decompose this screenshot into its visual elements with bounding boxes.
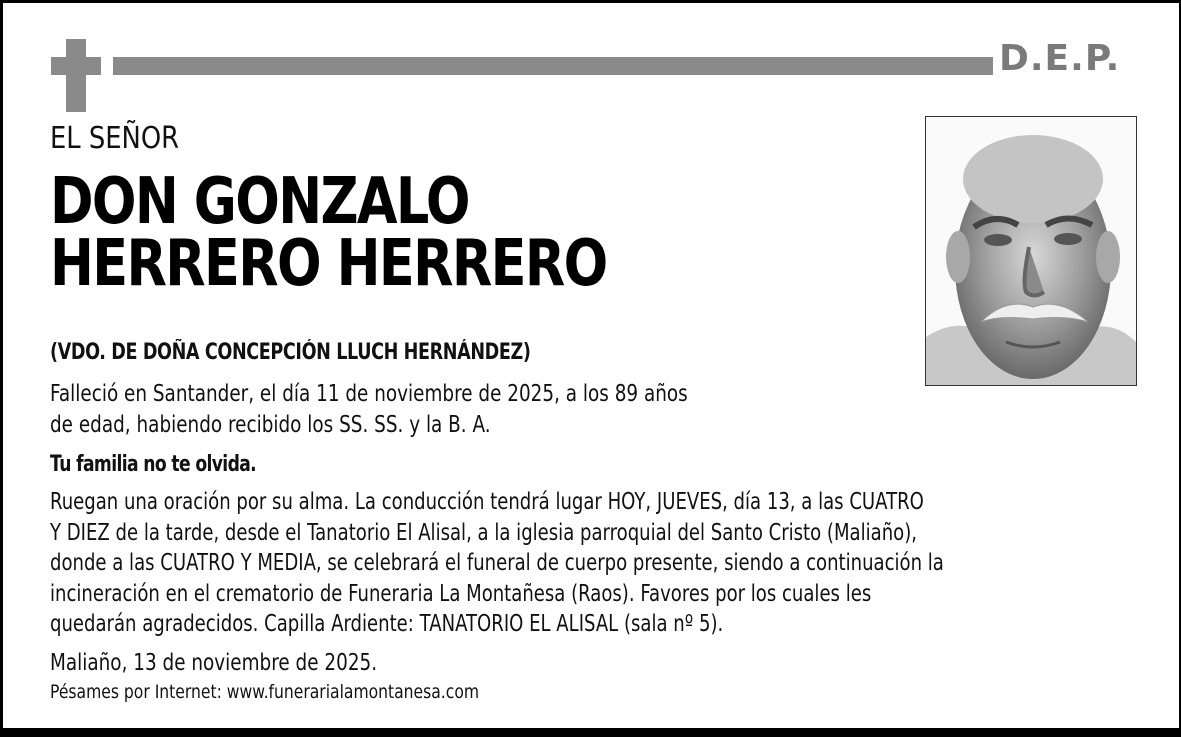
- place-date: Maliaño, 13 de noviembre de 2025.: [50, 650, 378, 676]
- title-prefix: EL SEÑOR: [50, 121, 180, 156]
- portrait-photo: [925, 116, 1137, 386]
- condolences-link: Pésames por Internet: www.funerarialamontanesa.com: [50, 681, 480, 703]
- body-line: incineración en el crematorio de Funeraria La Montañesa (Raos). Favores por los cuales les: [50, 580, 872, 607]
- cross-icon: [66, 39, 86, 112]
- dep-label: D.E.P.: [999, 38, 1121, 79]
- body-line: Ruegan una oración por su alma. La conducción tendrá lugar HOY, JUEVES, día 13, a las CUATRO: [50, 489, 924, 515]
- death-line: Falleció en Santander, el día 11 de noviembre de 2025, a los 89 años: [50, 381, 688, 407]
- ceremony-details: [50, 487, 944, 640]
- body-line: Y DIEZ de la tarde, desde el Tanatorio El Alisal, a la iglesia parroquial del Santo Cristo (Maliaño),: [50, 519, 917, 546]
- body-line: quedarán agradecidos. Capilla Ardiente: TANATORIO EL ALISAL (sala nº 5).: [50, 611, 724, 637]
- portrait-image: [926, 117, 1136, 385]
- header-rule: [113, 57, 993, 75]
- cross-icon-arm: [51, 57, 101, 75]
- widower-of: (VDO. DE DOÑA CONCEPCIÓN LLUCH HERNÁNDEZ): [50, 340, 531, 365]
- name-line-2: HERRERO HERRERO: [50, 227, 607, 301]
- death-details: [50, 379, 688, 441]
- death-line: de edad, habiendo recibido los SS. SS. y la B. A.: [50, 412, 491, 438]
- body-line: donde a las CUATRO Y MEDIA, se celebrará el funeral de cuerpo presente, siendo a continuación la: [50, 550, 944, 576]
- deceased-name: [50, 165, 607, 301]
- name-line-1: DON GONZALO: [50, 165, 469, 239]
- family-message: Tu familia no te olvida.: [50, 452, 257, 477]
